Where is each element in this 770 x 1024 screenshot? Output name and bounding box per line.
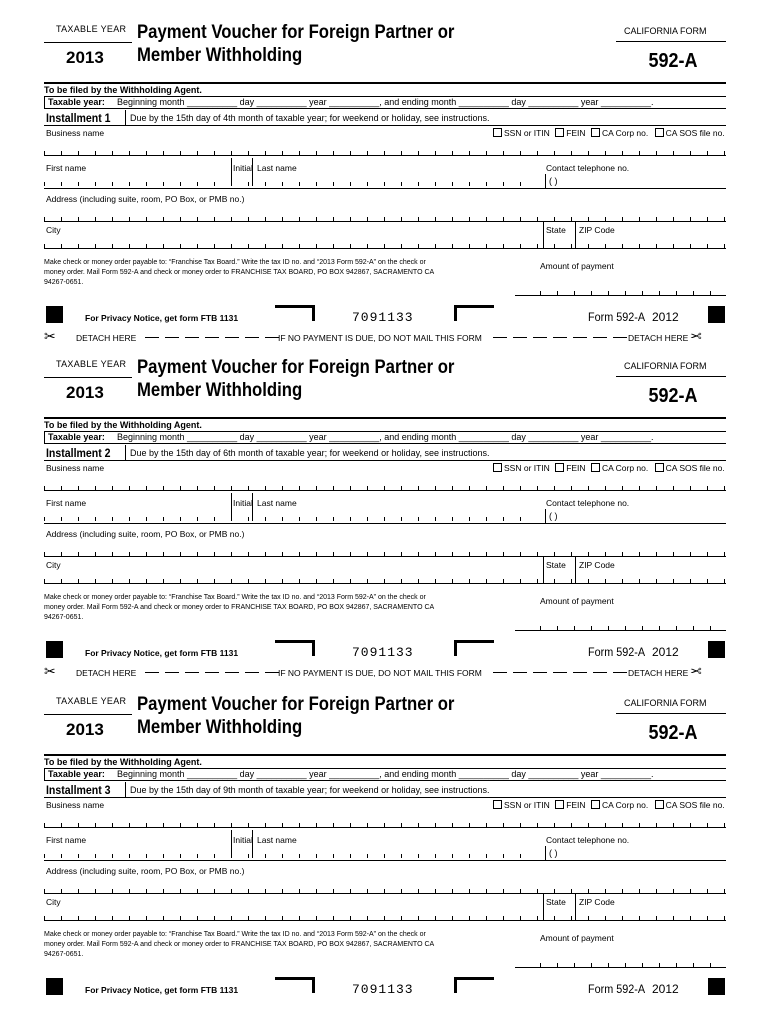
form-title-line1: Payment Voucher for Foreign Partner or <box>137 357 455 378</box>
amount-of-payment-label: Amount of payment <box>540 933 614 943</box>
address-label: Address (including suite, room, PO Box, or PMB no.) <box>46 529 245 539</box>
footer-form-number: Form 592-A <box>588 645 646 659</box>
taxable-year-label: TAXABLE YEAR <box>56 24 127 34</box>
payable-instructions-3: 94267-0651. <box>44 279 84 286</box>
no-payment-notice: IF NO PAYMENT IS DUE, DO NOT MAIL THIS FORM <box>278 668 482 678</box>
detach-here-left: DETACH HERE <box>76 668 137 678</box>
footer-form-number: Form 592-A <box>588 310 646 324</box>
name-field[interactable] <box>44 182 532 186</box>
california-form-label: CALIFORNIA FORM <box>624 361 707 371</box>
ocr-code: 7091133 <box>352 982 414 997</box>
first-name-label: First name <box>46 835 87 845</box>
business-name-label: Business name <box>46 128 105 138</box>
state-label: State <box>546 897 566 907</box>
registration-mark-left <box>46 641 63 658</box>
registration-mark-left <box>46 978 63 995</box>
filed-by-text: To be filed by the Withholding Agent. <box>44 757 202 767</box>
contact-phone-label: Contact telephone no. <box>546 835 630 845</box>
first-name-label: First name <box>46 163 87 173</box>
fein-checkbox[interactable] <box>555 128 564 137</box>
taxable-year-bold: Taxable year: <box>48 97 105 107</box>
ca-corp-checkbox[interactable] <box>591 463 600 472</box>
taxable-year-label: TAXABLE YEAR <box>56 359 127 369</box>
first-name-label: First name <box>46 498 87 508</box>
initial-label: Initial <box>233 498 253 508</box>
ca-sos-checkbox[interactable] <box>655 800 664 809</box>
form-title-line2: Member Withholding <box>137 717 303 738</box>
installment-due: Due by the 15th day of 4th month of taxable year; for weekend or holiday, see instructions. <box>130 113 490 123</box>
privacy-notice: For Privacy Notice, get form FTB 1131 <box>85 313 239 323</box>
amount-of-payment-label: Amount of payment <box>540 596 614 606</box>
scan-corner-right <box>454 640 494 656</box>
zip-label: ZIP Code <box>579 897 615 907</box>
payable-instructions-3: 94267-0651. <box>44 951 84 958</box>
payable-instructions-1: Make check or money order payable to: “Franchise Tax Board.” Write the tax ID no. and “2013 Form 592-A” on the check or <box>44 259 426 266</box>
form-number: 592-A <box>648 50 698 72</box>
contact-phone-field[interactable] <box>545 846 726 861</box>
tax-year: 2013 <box>66 48 104 67</box>
form-title-line1: Payment Voucher for Foreign Partner or <box>137 22 455 43</box>
scissors-icon: ✂ <box>44 663 56 679</box>
zip-label: ZIP Code <box>579 560 615 570</box>
phone-area-code: ( ) <box>549 511 558 521</box>
installment-label: Installment 3 <box>46 783 111 797</box>
form-title-line1: Payment Voucher for Foreign Partner or <box>137 694 455 715</box>
taxable-year-period[interactable]: Beginning month __________ day __________ year __________, and ending month __________ day __________ year __________. <box>117 97 654 107</box>
tax-year: 2013 <box>66 383 104 402</box>
address-label: Address (including suite, room, PO Box, or PMB no.) <box>46 866 245 876</box>
privacy-notice: For Privacy Notice, get form FTB 1131 <box>85 648 239 658</box>
phone-area-code: ( ) <box>549 176 558 186</box>
ocr-code: 7091133 <box>352 310 414 325</box>
state-label: State <box>546 560 566 570</box>
registration-mark-right <box>708 978 725 995</box>
scissors-icon: ✂ <box>44 328 56 344</box>
no-payment-notice: IF NO PAYMENT IS DUE, DO NOT MAIL THIS FORM <box>278 333 482 343</box>
ocr-code: 7091133 <box>352 645 414 660</box>
form-title-line2: Member Withholding <box>137 45 303 66</box>
id-type-checkboxes[interactable]: SSN or ITIN FEIN CA Corp no. CA SOS file no. <box>493 128 725 138</box>
detach-here-right: DETACH HERE <box>628 668 689 678</box>
filed-by-text: To be filed by the Withholding Agent. <box>44 85 202 95</box>
scan-corner-right <box>454 977 494 993</box>
payable-instructions-1: Make check or money order payable to: “Franchise Tax Board.” Write the tax ID no. and “2013 Form 592-A” on the check or <box>44 931 426 938</box>
last-name-label: Last name <box>257 498 297 508</box>
initial-label: Initial <box>233 163 253 173</box>
scissors-icon: ✂ <box>690 328 702 344</box>
footer-year: 2012 <box>652 982 679 996</box>
california-form-label: CALIFORNIA FORM <box>624 698 707 708</box>
ssn-checkbox[interactable] <box>493 463 502 472</box>
payable-instructions-3: 94267-0651. <box>44 614 84 621</box>
taxable-year-bold: Taxable year: <box>48 769 105 779</box>
payment-voucher <box>0 349 770 685</box>
form-number: 592-A <box>648 722 698 744</box>
taxable-year-label: TAXABLE YEAR <box>56 696 127 706</box>
payment-voucher <box>0 686 770 1022</box>
privacy-notice: For Privacy Notice, get form FTB 1131 <box>85 985 239 995</box>
id-type-checkboxes[interactable]: SSN or ITIN FEIN CA Corp no. CA SOS file no. <box>493 463 725 473</box>
ssn-checkbox[interactable] <box>493 800 502 809</box>
city-label: City <box>46 560 61 570</box>
detach-here-left: DETACH HERE <box>76 333 137 343</box>
name-field[interactable] <box>44 517 532 521</box>
taxable-year-bold: Taxable year: <box>48 432 105 442</box>
registration-mark-right <box>708 641 725 658</box>
ca-sos-checkbox[interactable] <box>655 128 664 137</box>
payable-instructions-2: money order. Mail Form 592-A and check or money order to FRANCHISE TAX BOARD, PO BOX 942867, SACRAMENTO CA <box>44 604 435 611</box>
footer-year: 2012 <box>652 310 679 324</box>
footer-year: 2012 <box>652 645 679 659</box>
ca-sos-checkbox[interactable] <box>655 463 664 472</box>
contact-phone-label: Contact telephone no. <box>546 163 630 173</box>
scan-corner-right <box>454 305 494 321</box>
payable-instructions-1: Make check or money order payable to: “Franchise Tax Board.” Write the tax ID no. and “2013 Form 592-A” on the check or <box>44 594 426 601</box>
last-name-label: Last name <box>257 163 297 173</box>
address-label: Address (including suite, room, PO Box, or PMB no.) <box>46 194 245 204</box>
registration-mark-right <box>708 306 725 323</box>
scan-corner-left <box>275 640 315 656</box>
payment-voucher <box>0 14 770 350</box>
zip-label: ZIP Code <box>579 225 615 235</box>
name-field[interactable] <box>44 854 532 858</box>
footer-form-number: Form 592-A <box>588 982 646 996</box>
fein-checkbox[interactable] <box>555 463 564 472</box>
tax-year: 2013 <box>66 720 104 739</box>
taxable-year-period[interactable]: Beginning month __________ day __________ year __________, and ending month __________ day __________ year __________. <box>117 432 654 442</box>
phone-area-code: ( ) <box>549 848 558 858</box>
ca-corp-checkbox[interactable] <box>591 800 600 809</box>
initial-label: Initial <box>233 835 253 845</box>
fein-checkbox[interactable] <box>555 800 564 809</box>
payable-instructions-2: money order. Mail Form 592-A and check or money order to FRANCHISE TAX BOARD, PO BOX 942867, SACRAMENTO CA <box>44 941 435 948</box>
last-name-label: Last name <box>257 835 297 845</box>
installment-label: Installment 2 <box>46 446 111 460</box>
payable-instructions-2: money order. Mail Form 592-A and check or money order to FRANCHISE TAX BOARD, PO BOX 942867, SACRAMENTO CA <box>44 269 435 276</box>
california-form-label: CALIFORNIA FORM <box>624 26 707 36</box>
contact-phone-field[interactable] <box>545 509 726 524</box>
registration-mark-left <box>46 306 63 323</box>
city-label: City <box>46 225 61 235</box>
contact-phone-label: Contact telephone no. <box>546 498 630 508</box>
form-number: 592-A <box>648 385 698 407</box>
installment-due: Due by the 15th day of 9th month of taxable year; for weekend or holiday, see instructions. <box>130 785 490 795</box>
form-title-line2: Member Withholding <box>137 380 303 401</box>
filed-by-text: To be filed by the Withholding Agent. <box>44 420 202 430</box>
amount-of-payment-label: Amount of payment <box>540 261 614 271</box>
business-name-label: Business name <box>46 463 105 473</box>
state-label: State <box>546 225 566 235</box>
scan-corner-left <box>275 977 315 993</box>
scan-corner-left <box>275 305 315 321</box>
detach-here-right: DETACH HERE <box>628 333 689 343</box>
installment-label: Installment 1 <box>46 111 111 125</box>
taxable-year-period[interactable]: Beginning month __________ day __________ year __________, and ending month __________ day __________ year __________. <box>117 769 654 779</box>
ca-corp-checkbox[interactable] <box>591 128 600 137</box>
business-name-label: Business name <box>46 800 105 810</box>
installment-due: Due by the 15th day of 6th month of taxable year; for weekend or holiday, see instructions. <box>130 448 490 458</box>
scissors-icon: ✂ <box>690 663 702 679</box>
city-label: City <box>46 897 61 907</box>
id-type-checkboxes[interactable]: SSN or ITIN FEIN CA Corp no. CA SOS file no. <box>493 800 725 810</box>
ssn-checkbox[interactable] <box>493 128 502 137</box>
contact-phone-field[interactable] <box>545 174 726 189</box>
